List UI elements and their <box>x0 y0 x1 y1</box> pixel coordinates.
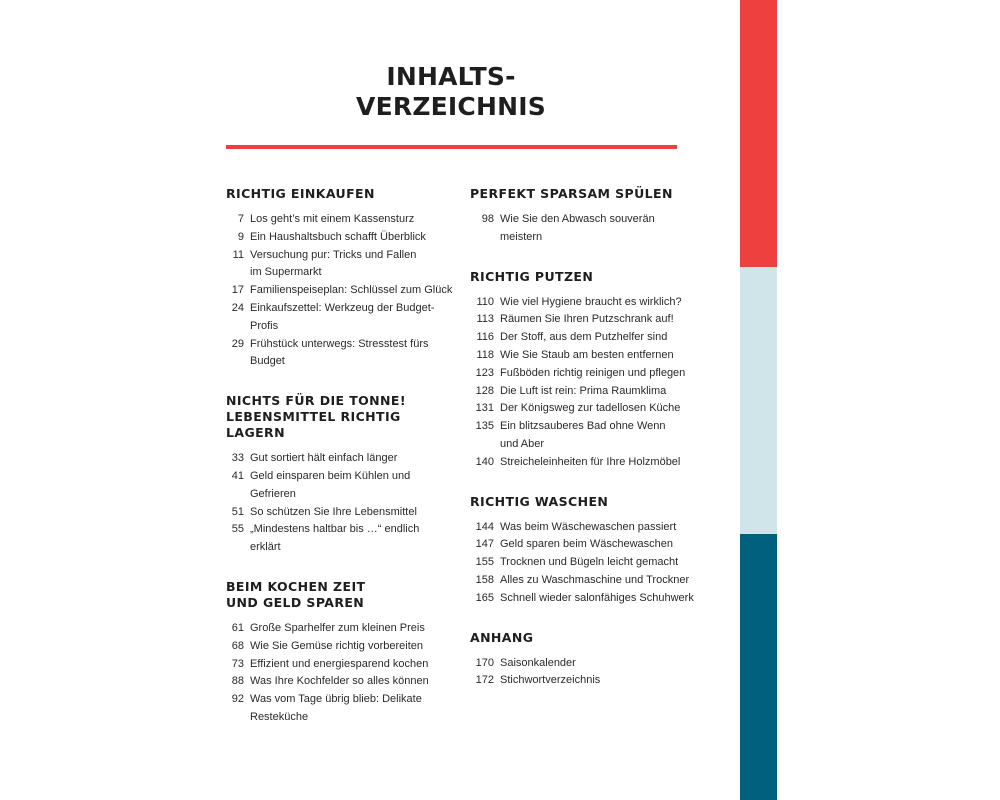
entry-title-line: Resteküche <box>250 710 309 723</box>
entry-title <box>250 504 456 522</box>
entry-title-line: Effizient und energiesparend kochen <box>250 657 429 670</box>
toc-entry <box>470 454 730 472</box>
page-number: 7 <box>237 213 244 225</box>
entry-title <box>500 655 730 673</box>
entry-title <box>500 294 730 312</box>
section-title <box>470 186 730 202</box>
page-number: 128 <box>475 384 494 397</box>
entry-title <box>500 519 730 537</box>
page-number: 135 <box>475 420 494 433</box>
section-title <box>226 579 456 611</box>
entry-title-line: Der Stoff, aus dem Putzhelfer sind <box>500 331 668 344</box>
toc-entry <box>470 294 730 312</box>
toc-entry <box>226 300 456 336</box>
entry-title-line: Los geht’s mit einem Kassensturz <box>250 213 415 225</box>
section-title <box>470 269 730 285</box>
entry-title <box>250 468 456 504</box>
entry-title-line: Profis <box>250 319 279 332</box>
page-number: 144 <box>475 520 494 533</box>
page-title <box>226 62 676 122</box>
entry-title-line: Was vom Tage übrig blieb: Delikate <box>250 693 422 706</box>
entry-title-line: Große Sparhelfer zum kleinen Preis <box>250 621 425 634</box>
section-title-line: ANHANG <box>470 629 534 645</box>
toc-entry <box>470 329 730 347</box>
entry-title-line: Geld sparen beim Wäschewaschen <box>500 538 674 551</box>
section-title-line: PERFEKT SPARSAM SPÜLEN <box>470 186 673 201</box>
entry-title-line: Familienspeiseplan: Schlüssel zum Glück <box>250 284 453 297</box>
toc-entry <box>470 554 730 572</box>
entry-title-line: So schützen Sie Ihre Lebensmittel <box>250 505 417 518</box>
toc-section-richtig-einkaufen <box>226 186 456 371</box>
page-title-line: INHALTS- <box>386 62 516 91</box>
entry-title-line: Wie Sie den Abwasch souverän <box>500 213 655 225</box>
section-title-line: LEBENSMITTEL RICHTIG LAGERN <box>226 409 401 441</box>
entry-title-line: Einkaufszettel: Werkzeug der Budget- <box>250 301 435 314</box>
page-number: 11 <box>232 248 244 261</box>
side-stripe-teal <box>740 534 777 800</box>
page-number: 131 <box>475 402 494 415</box>
entry-title <box>250 247 456 283</box>
page-number: 55 <box>231 523 244 536</box>
entry-title <box>250 282 456 300</box>
page-number: 113 <box>476 313 494 326</box>
entry-title-line: „Mindestens haltbar bis …“ endlich <box>250 523 420 536</box>
toc-section-anhang <box>470 630 730 691</box>
toc-entry <box>226 638 456 656</box>
toc-entry <box>226 211 456 229</box>
entry-title-line: Ein Haushaltsbuch schafft Überblick <box>250 230 426 243</box>
entry-title-line: Räumen Sie Ihren Putzschrank auf! <box>500 313 674 326</box>
toc-entry <box>470 418 730 454</box>
entry-title <box>500 554 730 572</box>
page-number: 51 <box>231 505 244 518</box>
toc-column-right <box>470 186 730 712</box>
entry-title-line: meistern <box>500 230 543 243</box>
toc-entry <box>470 519 730 537</box>
page-number: 41 <box>231 469 244 482</box>
entry-title-line: Ein blitzsauberes Bad ohne Wenn <box>500 420 666 433</box>
page-number: 17 <box>231 284 244 297</box>
entry-title-line: Der Königsweg zur tadellosen Küche <box>500 402 681 415</box>
toc-entry <box>470 400 730 418</box>
entry-title-line: Gut sortiert hält einfach länger <box>250 452 398 465</box>
section-title-line: NICHTS FÜR DIE TONNE! <box>226 393 406 409</box>
entry-title <box>250 620 456 638</box>
page-number: 29 <box>231 337 244 350</box>
title-divider <box>226 145 677 149</box>
entry-title-line: Was Ihre Kochfelder so alles können <box>250 675 429 688</box>
toc-entry <box>470 572 730 590</box>
entry-title <box>500 572 730 590</box>
entry-title <box>500 347 730 365</box>
page-number: 158 <box>475 573 494 586</box>
page-number: 140 <box>475 455 494 468</box>
toc-column-left <box>226 186 456 749</box>
toc-entry <box>226 620 456 638</box>
entry-title <box>250 300 456 336</box>
page-number: 61 <box>231 621 244 634</box>
entry-title <box>250 336 456 372</box>
entry-title-line: Budget <box>250 355 285 368</box>
entry-title-line: Versuchung pur: Tricks und Fallen <box>250 248 417 261</box>
page-number: 24 <box>231 301 244 314</box>
entry-title-line: Was beim Wäschewaschen passiert <box>500 520 677 533</box>
page-number: 172 <box>475 674 494 687</box>
entry-title <box>250 638 456 656</box>
entry-title-line: Fußböden richtig reinigen und pflegen <box>500 366 686 379</box>
toc-entry <box>226 521 456 557</box>
toc-section-perfekt-sparsam-spuelen <box>470 186 730 247</box>
page-number: 73 <box>231 657 244 670</box>
toc-entry <box>226 450 456 468</box>
entry-title-line: Wie Sie Gemüse richtig vorbereiten <box>250 639 424 652</box>
entry-title <box>500 536 730 554</box>
entry-title <box>500 672 730 690</box>
section-title-line: RICHTIG PUTZEN <box>470 268 594 284</box>
page-number: 118 <box>476 348 494 361</box>
entry-title-line: Schnell wieder salonfähiges Schuhwerk <box>500 591 694 604</box>
toc-section-richtig-waschen <box>470 494 730 608</box>
entry-title-line: Die Luft ist rein: Prima Raumklima <box>500 384 667 397</box>
entry-title-line: Frühstück unterwegs: Stresstest fürs <box>250 337 429 350</box>
entry-title-line: Trocknen und Bügeln leicht gemacht <box>500 556 679 569</box>
entry-title <box>250 229 456 247</box>
section-title <box>470 494 730 510</box>
entry-title-line: Wie viel Hygiene braucht es wirklich? <box>500 295 682 308</box>
page-number: 92 <box>231 693 244 706</box>
toc-entry <box>470 383 730 401</box>
entry-title-line: im Supermarkt <box>250 266 322 279</box>
section-title <box>470 630 730 646</box>
entry-title <box>500 365 730 383</box>
entry-title-line: Gefrieren <box>250 487 296 500</box>
section-title <box>226 186 456 202</box>
entry-title <box>250 673 456 691</box>
toc-entry <box>470 365 730 383</box>
entry-title-line: Alles zu Waschmaschine und Trockner <box>500 573 690 586</box>
entry-title <box>500 311 730 329</box>
toc-entry <box>470 536 730 554</box>
side-stripe-red <box>740 0 777 267</box>
toc-entry <box>226 282 456 300</box>
page-number: 147 <box>475 538 494 551</box>
entry-title-line: und Aber <box>500 437 545 450</box>
section-title-line: RICHTIG WASCHEN <box>470 493 609 509</box>
entry-title-line: Stichwortverzeichnis <box>500 674 601 687</box>
page-number: 98 <box>481 213 494 225</box>
page-number: 116 <box>476 331 494 344</box>
section-title-line: UND GELD SPAREN <box>226 594 365 610</box>
toc-entry <box>226 247 456 283</box>
toc-entry <box>470 347 730 365</box>
toc-entry <box>226 656 456 674</box>
entry-title <box>500 329 730 347</box>
entry-title <box>500 454 730 472</box>
entry-title-line: erklärt <box>250 541 281 554</box>
entry-title <box>500 383 730 401</box>
page-number: 88 <box>231 675 244 688</box>
entry-title <box>500 211 730 247</box>
toc-section-nichts-fuer-die-tonne-lebensmittel-richtig-lagern <box>226 393 456 557</box>
entry-title <box>250 691 456 727</box>
toc-entry <box>226 504 456 522</box>
section-title-line: BEIM KOCHEN ZEIT <box>226 578 366 594</box>
toc-entry <box>470 590 730 608</box>
page-number: 68 <box>231 639 244 652</box>
page-number: 155 <box>475 556 494 569</box>
page-number: 123 <box>475 366 494 379</box>
toc-entry <box>470 672 730 690</box>
toc-entry <box>470 211 730 247</box>
side-stripe-light-blue <box>740 267 777 534</box>
toc-entry <box>226 336 456 372</box>
entry-title-line: Geld einsparen beim Kühlen und <box>250 469 411 482</box>
entry-title-line: Streicheleinheiten für Ihre Holzmöbel <box>500 455 681 468</box>
entry-title <box>500 418 730 454</box>
toc-section-beim-kochen-zeit-und-geld-sparen <box>226 579 456 727</box>
page-number: 165 <box>475 591 494 604</box>
entry-title <box>250 450 456 468</box>
page-number: 110 <box>476 295 494 308</box>
toc-entry <box>226 691 456 727</box>
section-title-line: RICHTIG EINKAUFEN <box>226 186 375 201</box>
toc-entry <box>226 229 456 247</box>
entry-title <box>500 590 730 608</box>
page-number: 33 <box>231 452 244 465</box>
entry-title <box>250 656 456 674</box>
entry-title <box>500 400 730 418</box>
toc-entry <box>226 468 456 504</box>
entry-title <box>250 521 456 557</box>
toc-entry <box>470 655 730 673</box>
toc-section-richtig-putzen <box>470 269 730 472</box>
entry-title <box>250 211 456 229</box>
entry-title-line: Saisonkalender <box>500 656 576 669</box>
entry-title-line: Wie Sie Staub am besten entfernen <box>500 348 674 361</box>
page-number: 9 <box>237 230 244 243</box>
toc-entry <box>470 311 730 329</box>
toc-entry <box>226 673 456 691</box>
page-title-line: VERZEICHNIS <box>356 92 546 121</box>
section-title <box>226 393 456 441</box>
page-number: 170 <box>475 656 494 669</box>
